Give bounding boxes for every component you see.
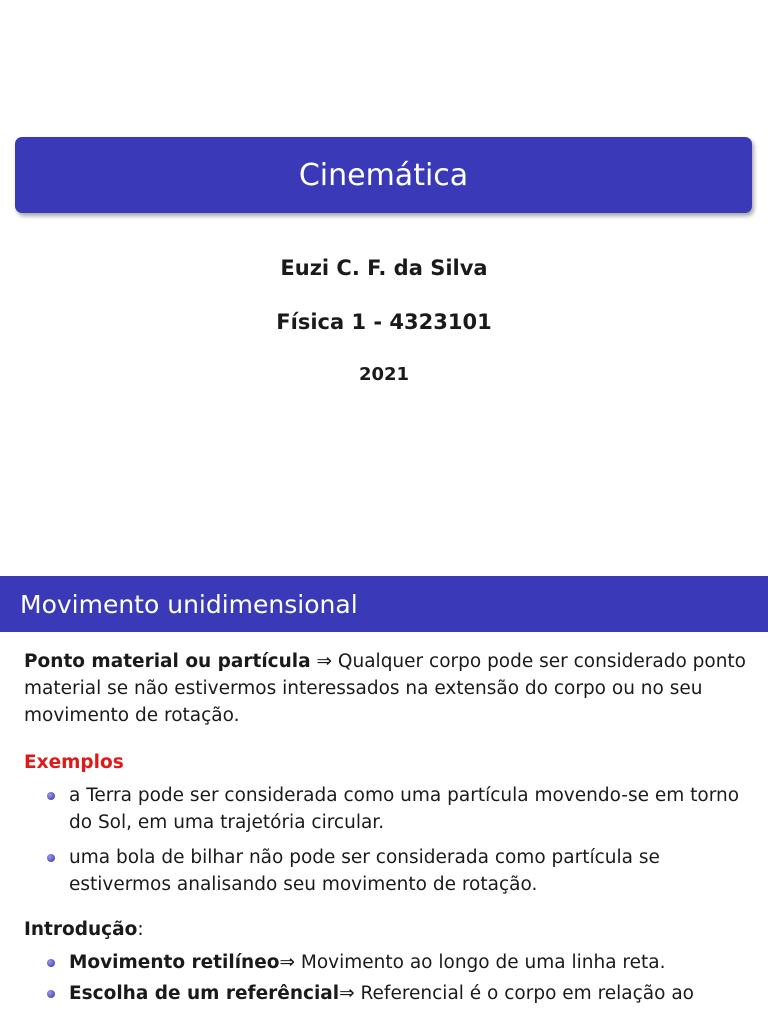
definition-text: Qualquer corpo pode ser considerado ponto material se não estivermos interessados na extensão do corpo ou no seu movimento de rotação. [24,651,747,726]
intro-colon: : [137,919,144,940]
definition-term: Ponto material ou partícula [24,651,311,672]
intro-text: Movimento ao longo de uma linha reta. [295,952,666,973]
intro-term: Escolha de um referêncial [69,983,340,1004]
year: 2021 [358,364,410,385]
list-item [24,949,754,976]
intro-list [24,949,754,1007]
list-item [24,980,754,1007]
implies-arrow: ⇒ [316,651,333,672]
examples-list [24,782,754,898]
frame-content [24,648,754,1011]
title-box [15,137,752,213]
list-item [24,844,754,898]
frame-title-bar [0,576,768,632]
frame-title: Movimento unidimensional [20,589,358,619]
definition-paragraph [24,648,754,729]
example-text: a Terra pode ser considerada como uma partícula movendo-se em torno do Sol, em uma trajetória circular. [69,785,740,833]
author-name: Euzi C. F. da Silva [280,256,488,280]
intro-heading-text: Introdução [24,919,138,940]
intro-term: Movimento retilíneo [69,952,280,973]
implies-arrow: ⇒ [279,952,295,973]
course-code: Física 1 - 4323101 [276,310,492,334]
intro-heading [24,916,754,943]
implies-arrow: ⇒ [339,983,355,1004]
intro-text: Referencial é o corpo em relação ao [354,983,694,1004]
slide-title: Cinemática [298,157,469,193]
example-text: uma bola de bilhar não pode ser considerada como partícula se estivermos analisando seu movimento de rotação. [69,847,660,895]
examples-heading: Exemplos [24,752,124,773]
list-item [24,782,754,836]
